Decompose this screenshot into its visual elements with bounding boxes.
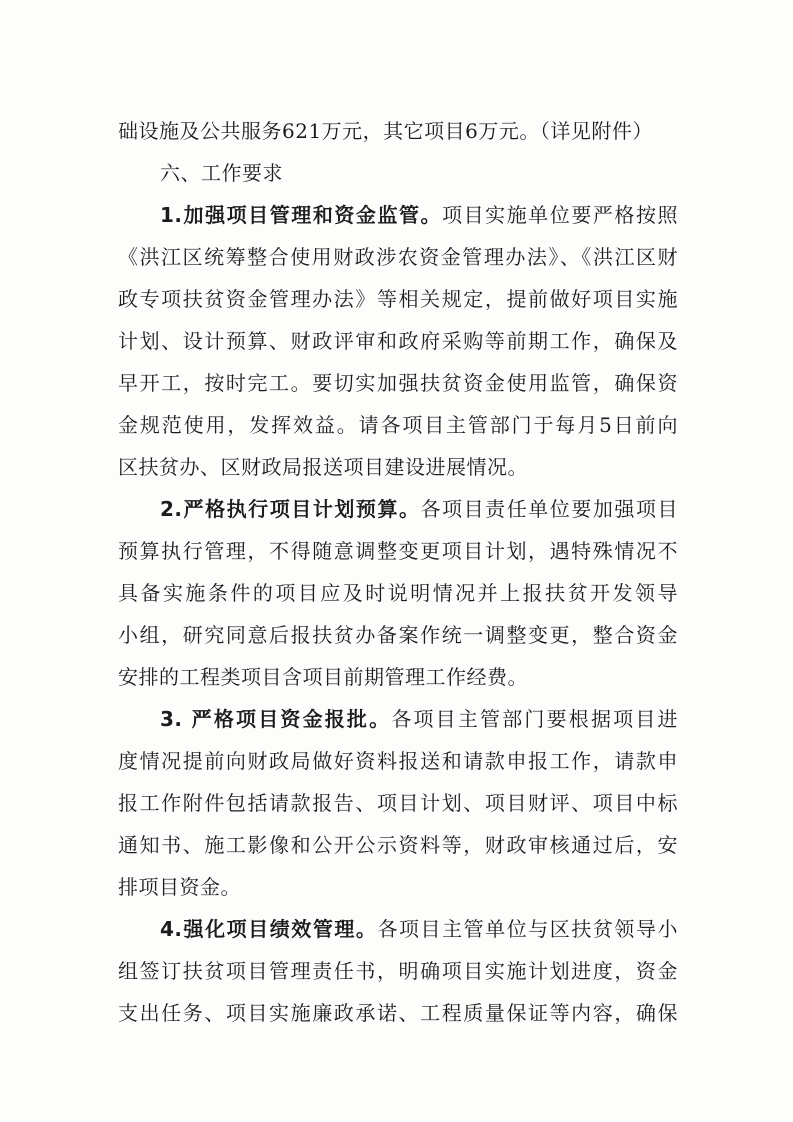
- item-4-heading-line: [160, 915, 678, 943]
- item-1-text: 项目实施单位要严格按照: [442, 203, 679, 227]
- body-text-line: 通知书、施工影像和公开公示资料等，财政审核通过后，安: [118, 833, 678, 857]
- body-text-line: 组签订扶贫项目管理责任书，明确项目实施计划进度，资金: [118, 959, 678, 983]
- item-1-title: 1.加强项目管理和资金监管。: [160, 203, 443, 227]
- body-text-line: 金规范使用，发挥效益。请各项目主管部门于每月5日前向: [118, 413, 678, 437]
- body-text-line: 支出任务、项目实施廉政承诺、工程质量保证等内容，确保: [118, 1001, 678, 1025]
- body-text-line: 报工作附件包括请款报告、项目计划、项目财评、项目中标: [118, 791, 678, 815]
- item-3-heading-line: [160, 705, 678, 733]
- body-text-line: 具备实施条件的项目应及时说明情况并上报扶贫开发领导: [118, 581, 678, 605]
- body-text-line: 政专项扶贫资金管理办法》等相关规定，提前做好项目实施: [118, 287, 678, 311]
- body-text-line: 安排的工程类项目含项目前期管理工作经费。: [118, 665, 528, 689]
- body-text-line: 度情况提前向财政局做好资料报送和请款申报工作，请款申: [118, 749, 678, 773]
- body-text-line: 预算执行管理，不得随意调整变更项目计划，遇特殊情况不: [118, 539, 678, 563]
- item-2-heading-line: [160, 495, 678, 523]
- item-1-heading-line: [160, 201, 678, 229]
- body-text-line: 排项目资金。: [118, 875, 241, 899]
- item-3-text: 各项目主管部门要根据项目进: [391, 707, 679, 731]
- item-4-title: 4.强化项目绩效管理。: [160, 917, 378, 941]
- section-heading: 六、工作要求: [160, 161, 283, 185]
- item-3-title: 3. 严格项目资金报批。: [160, 707, 392, 731]
- body-text-line: 小组，研究同意后报扶贫办备案作统一调整变更，整合资金: [118, 623, 678, 647]
- body-text-line: 础设施及公共服务621万元，其它项目6万元。（详见附件）: [118, 119, 653, 143]
- body-text-line: 《洪江区统筹整合使用财政涉农资金管理办法》、《洪江区财: [118, 245, 678, 269]
- body-text-line: 计划、设计预算、财政评审和政府采购等前期工作，确保及: [118, 329, 678, 353]
- item-2-text: 各项目责任单位要加强项目: [420, 497, 679, 521]
- item-4-text: 各项目主管单位与区扶贫领导小: [377, 917, 679, 941]
- body-text-line: 早开工，按时完工。要切实加强扶贫资金使用监管，确保资: [118, 371, 678, 395]
- item-2-title: 2.严格执行项目计划预算。: [160, 497, 421, 521]
- body-text-line: 区扶贫办、区财政局报送项目建设进展情况。: [118, 455, 528, 479]
